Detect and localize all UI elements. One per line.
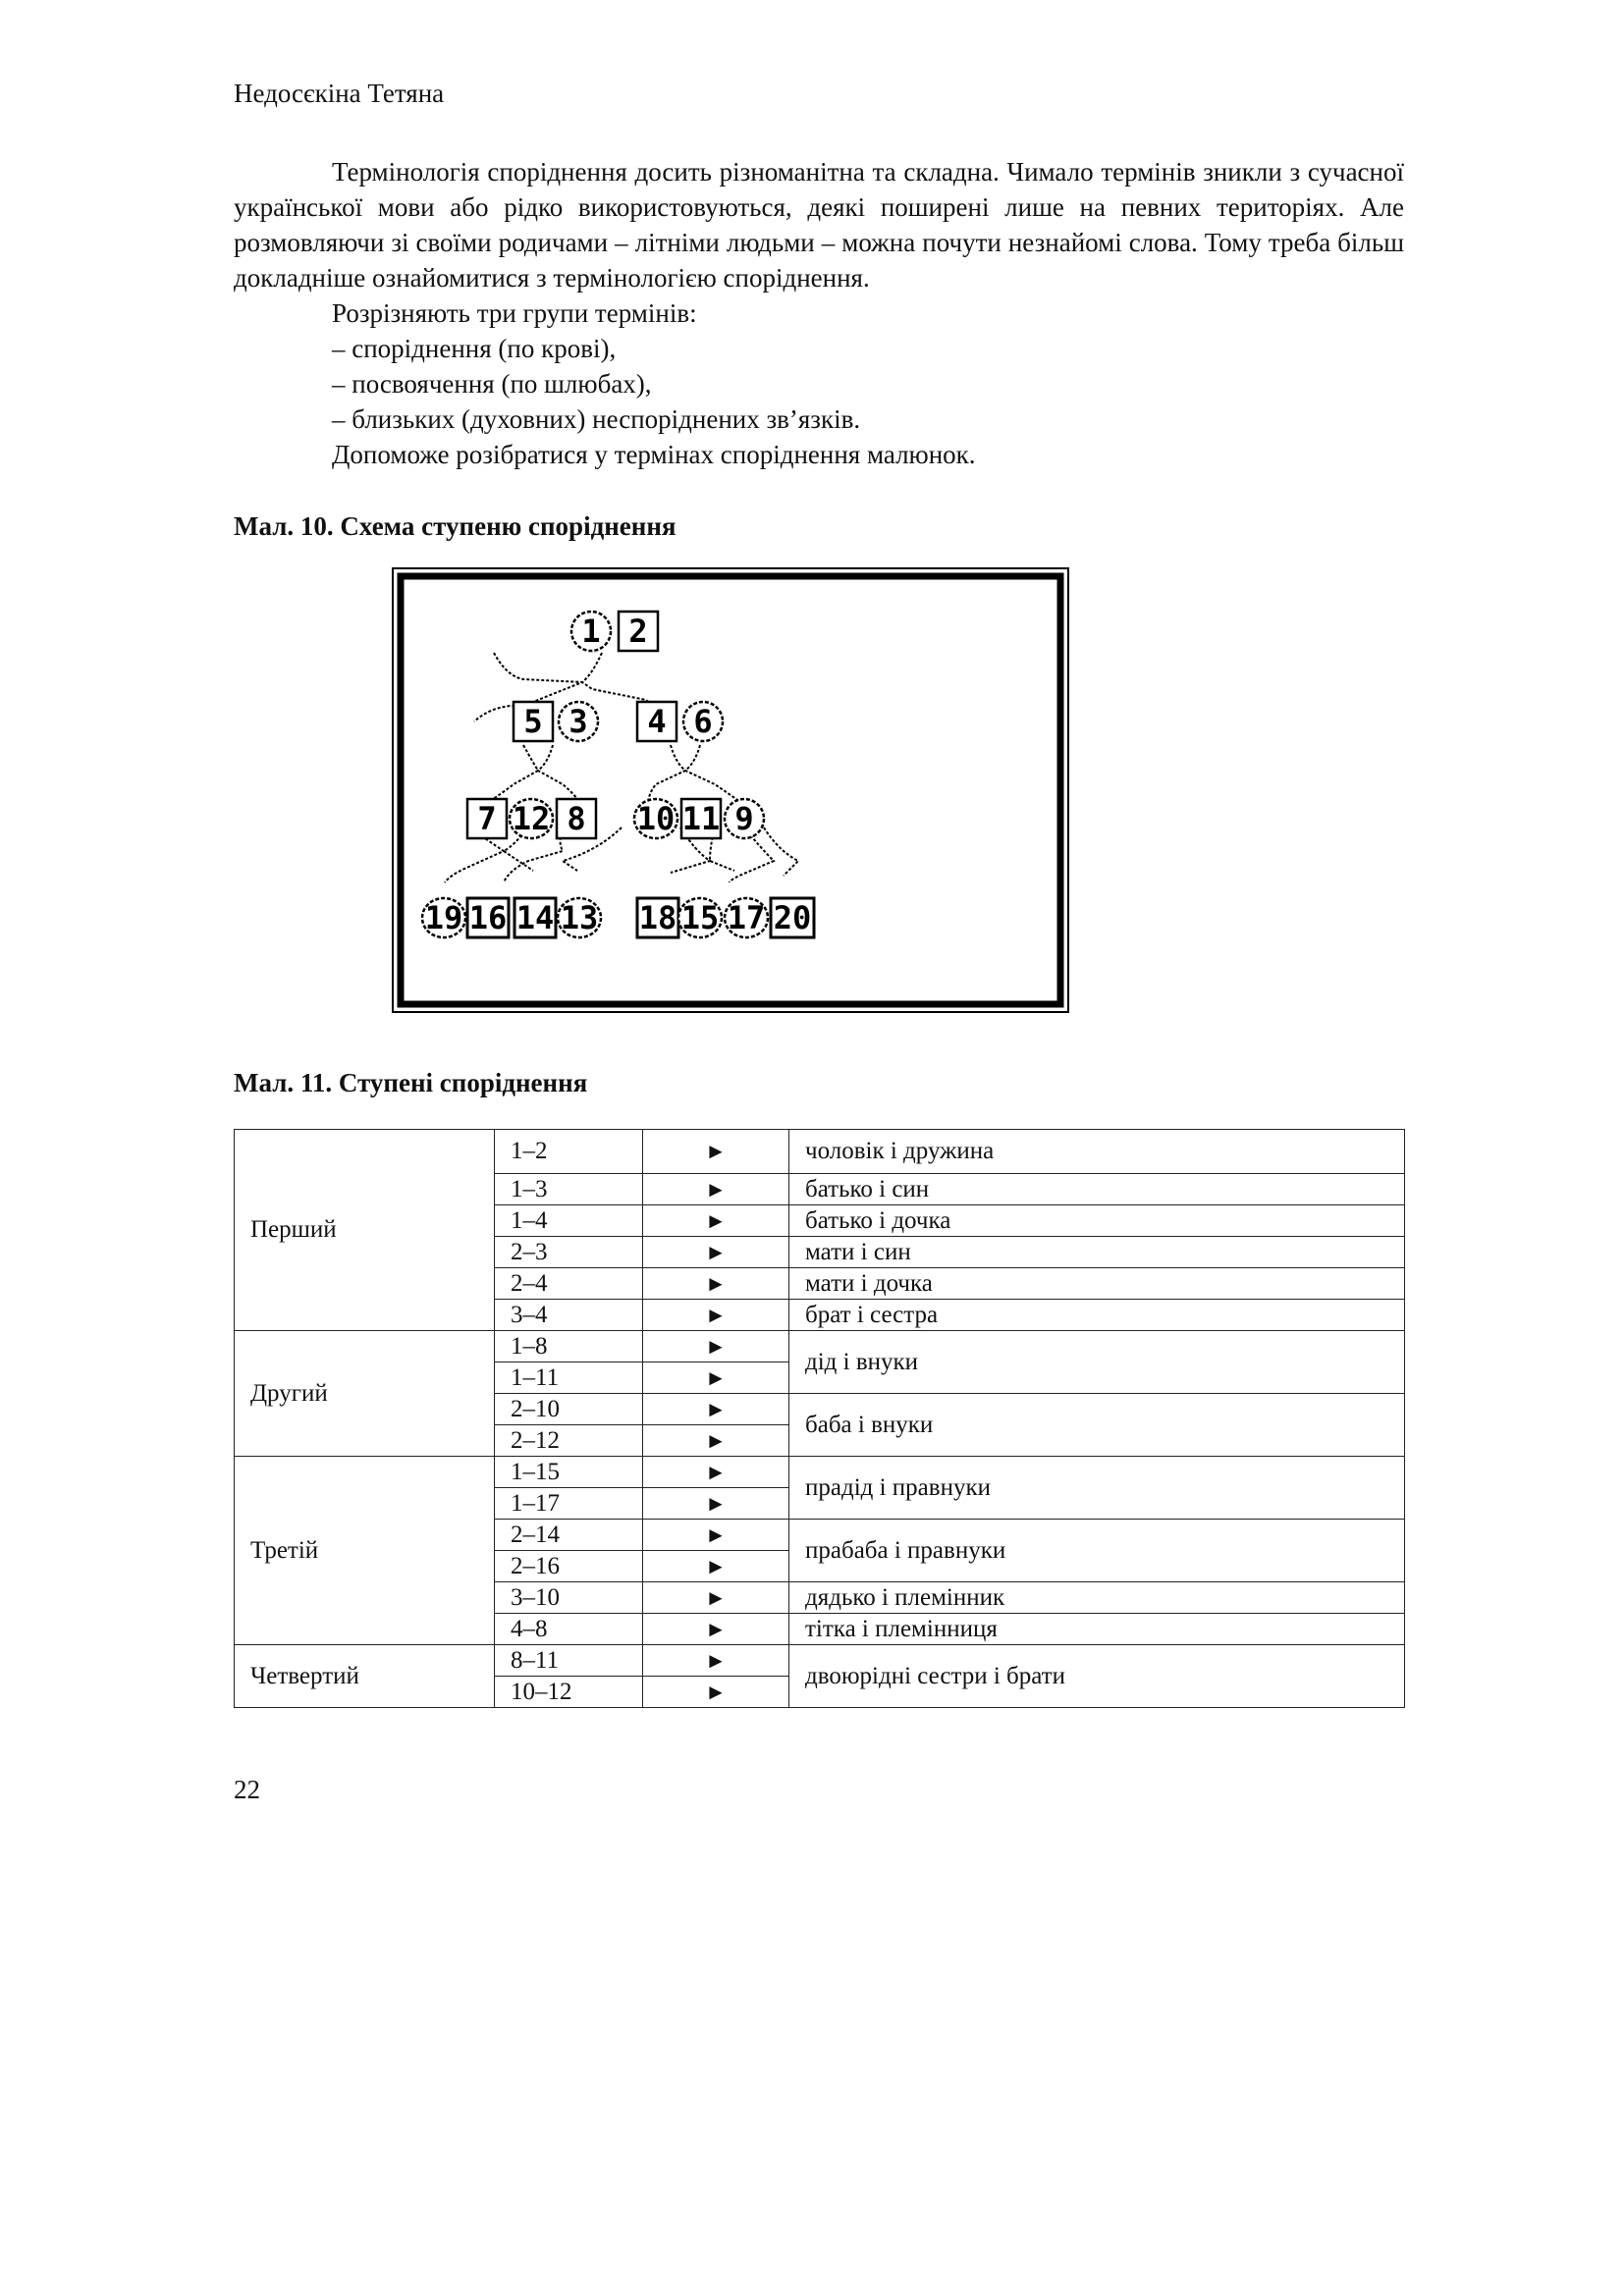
arrow-icon: ► <box>643 1130 789 1174</box>
arrow-icon: ► <box>643 1551 789 1582</box>
node-label: 18 <box>638 899 677 936</box>
pair-cell: 8–11 <box>495 1645 643 1677</box>
relation-cell: брат і сестра <box>789 1300 1405 1331</box>
list-item: – посвоячення (по шлюбах), <box>332 369 652 399</box>
node-label: 2 <box>628 613 648 650</box>
list-item: – близьких (духовних) неспоріднених зв’язків. <box>332 404 861 434</box>
relation-cell: баба і внуки <box>789 1394 1405 1457</box>
pair-cell: 2–14 <box>495 1520 643 1551</box>
pair-cell: 2–3 <box>495 1237 643 1268</box>
degree-cell: Другий <box>235 1331 495 1457</box>
node-label: 13 <box>560 899 599 936</box>
pair-cell: 2–4 <box>495 1268 643 1300</box>
running-header: Недосєкіна Тетяна <box>234 79 445 108</box>
arrow-icon: ► <box>643 1520 789 1551</box>
relation-cell: дядько і племінник <box>789 1582 1405 1614</box>
arrow-icon: ► <box>643 1582 789 1614</box>
list-item: – споріднення (по крові), <box>332 334 617 363</box>
node-label: 17 <box>727 899 766 936</box>
relation-cell: дід і внуки <box>789 1331 1405 1394</box>
intro-paragraph: Термінологія споріднення досить різноманітна та складна. Чимало термінів зникли з сучасної української мови або рідко використовуються, деякі поширені лише на певних територіях. Але розмовляючи зі своїми родичами – літніми людьми – можна почути незнайомі слова. Тому треба більш докладніше ознайомитися з термінологією споріднення. <box>234 157 1404 293</box>
list-outro: Допоможе розібратися у термінах споріднення малюнок. <box>332 440 976 469</box>
node-label: 10 <box>636 800 676 837</box>
pair-cell: 3–10 <box>495 1582 643 1614</box>
node-label: 1 <box>581 613 601 650</box>
table-row <box>235 1130 1405 1174</box>
pair-cell: 2–10 <box>495 1394 643 1425</box>
arrow-icon: ► <box>643 1174 789 1205</box>
node-label: 11 <box>681 800 721 837</box>
relation-cell: батько і син <box>789 1174 1405 1205</box>
relation-cell: прадід і правнуки <box>789 1457 1405 1520</box>
pair-cell: 1–8 <box>495 1331 643 1362</box>
node-label: 20 <box>773 899 812 936</box>
pair-cell: 2–12 <box>495 1425 643 1457</box>
degree-cell: Четвертий <box>235 1645 495 1708</box>
arrow-icon: ► <box>643 1331 789 1362</box>
arrow-icon: ► <box>643 1425 789 1457</box>
pair-cell: 1–2 <box>495 1130 643 1174</box>
relation-cell: прабаба і правнуки <box>789 1520 1405 1582</box>
degree-cell: Третій <box>235 1457 495 1645</box>
relation-cell: батько і дочка <box>789 1205 1405 1237</box>
pair-cell: 1–4 <box>495 1205 643 1237</box>
pair-cell: 1–11 <box>495 1362 643 1394</box>
pair-cell: 4–8 <box>495 1614 643 1645</box>
arrow-icon: ► <box>643 1268 789 1300</box>
arrow-icon: ► <box>643 1394 789 1425</box>
pair-cell: 2–16 <box>495 1551 643 1582</box>
arrow-icon: ► <box>643 1677 789 1708</box>
pair-cell: 1–3 <box>495 1174 643 1205</box>
node-label: 16 <box>468 899 508 936</box>
node-label: 3 <box>568 703 588 740</box>
term-groups-list <box>332 295 976 472</box>
arrow-icon: ► <box>643 1645 789 1677</box>
kinship-degrees-table <box>234 1129 1405 1708</box>
arrow-icon: ► <box>643 1488 789 1520</box>
node-label: 9 <box>734 800 754 837</box>
pair-cell: 1–15 <box>495 1457 643 1488</box>
relation-cell: мати і дочка <box>789 1268 1405 1300</box>
arrow-icon: ► <box>643 1300 789 1331</box>
arrow-icon: ► <box>643 1614 789 1645</box>
relation-cell: чоловік і дружина <box>789 1130 1405 1174</box>
pair-cell: 3–4 <box>495 1300 643 1331</box>
page-number: 22 <box>234 1775 260 1804</box>
list-intro: Розрізняють три групи термінів: <box>332 298 697 328</box>
node-label: 14 <box>515 899 555 936</box>
node-label: 6 <box>693 703 713 740</box>
node-label: 4 <box>647 703 667 740</box>
table-row <box>235 1457 1405 1488</box>
kinship-scheme-figure <box>391 566 1070 1014</box>
pair-cell: 10–12 <box>495 1677 643 1708</box>
relation-cell: двоюрідні сестри і брати <box>789 1645 1405 1708</box>
table-row <box>235 1331 1405 1362</box>
relation-cell: мати і син <box>789 1237 1405 1268</box>
figure-10-caption: Мал. 10. Схема ступеню споріднення <box>234 511 677 541</box>
arrow-icon: ► <box>643 1457 789 1488</box>
pair-cell: 1–17 <box>495 1488 643 1520</box>
node-label: 5 <box>523 703 543 740</box>
node-label: 7 <box>477 800 497 837</box>
node-label: 8 <box>567 800 586 837</box>
table-row <box>235 1645 1405 1677</box>
arrow-icon: ► <box>643 1362 789 1394</box>
arrow-icon: ► <box>643 1237 789 1268</box>
arrow-icon: ► <box>643 1205 789 1237</box>
node-label: 12 <box>512 800 551 837</box>
node-label: 19 <box>424 899 463 936</box>
node-label: 15 <box>680 899 720 936</box>
figure-11-caption: Мал. 11. Ступені споріднення <box>234 1068 588 1097</box>
relation-cell: тітка і племінниця <box>789 1614 1405 1645</box>
degree-cell: Перший <box>235 1130 495 1331</box>
